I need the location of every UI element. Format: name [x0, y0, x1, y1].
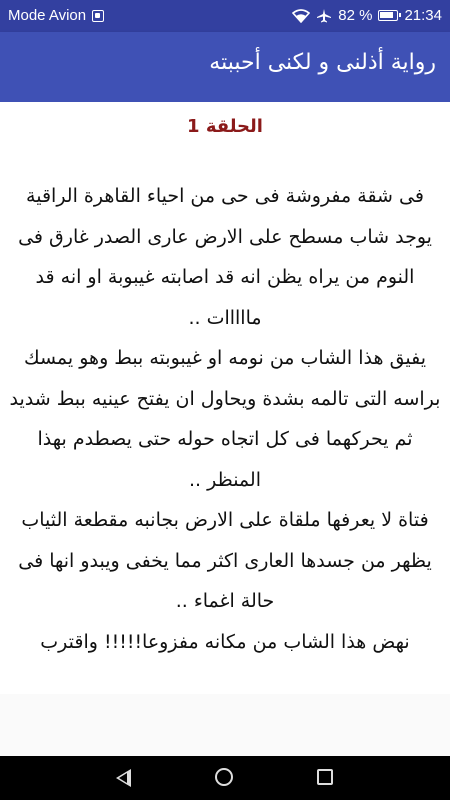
battery-percent: 82 %: [338, 7, 373, 24]
notification-icon: [92, 10, 104, 22]
story-paragraph: نهض هذا الشاب من مكانه مفزوعا!!!!! واقترب: [40, 630, 410, 653]
airplane-icon: [316, 8, 332, 24]
status-bar: [0, 0, 450, 32]
recents-icon[interactable]: [317, 769, 333, 785]
status-right: [292, 7, 442, 24]
footer-area: [0, 694, 450, 756]
app-title: رواية أذلنى و لكنى أحببته: [209, 50, 436, 75]
status-left: [8, 7, 104, 24]
chapter-heading: الحلقة 1: [187, 116, 263, 137]
app-bar: [0, 32, 450, 102]
wifi-icon: [292, 9, 310, 23]
back-icon[interactable]: [116, 769, 131, 787]
navigation-bar: [0, 756, 450, 800]
home-icon[interactable]: [215, 768, 233, 786]
battery-icon: [378, 10, 398, 21]
carrier-label: Mode Avion: [8, 7, 87, 24]
clock: 21:34: [404, 7, 442, 24]
story-content[interactable]: [0, 102, 450, 694]
story-paragraph: يفيق هذا الشاب من نومه او غيبوبته ببط وهو يمسك براسه التى تالمه بشدة ويحاول ان يفتح عينيه ببط شديد ثم يحركهما فى كل اتجاه حوله حتى يصطدم بهذا المنظر ..: [9, 347, 441, 491]
story-paragraph: يوجد شاب مسطح على الارض عارى الصدر غارق فى النوم من يراه يظن انه قد اصابته غيبوبة او انه قد مااااات ..: [18, 225, 432, 329]
story-paragraph: فتاة لا يعرفها ملقاة على الارض بجانبه مقطعة الثياب يظهر من جسدها العارى اكثر مما يخفى ويبدو انها فى حالة اغماء ..: [18, 509, 432, 612]
story-paragraph: فى شقة مفروشة فى حى من احياء القاهرة الراقية: [26, 185, 424, 207]
story-text: [8, 176, 442, 662]
